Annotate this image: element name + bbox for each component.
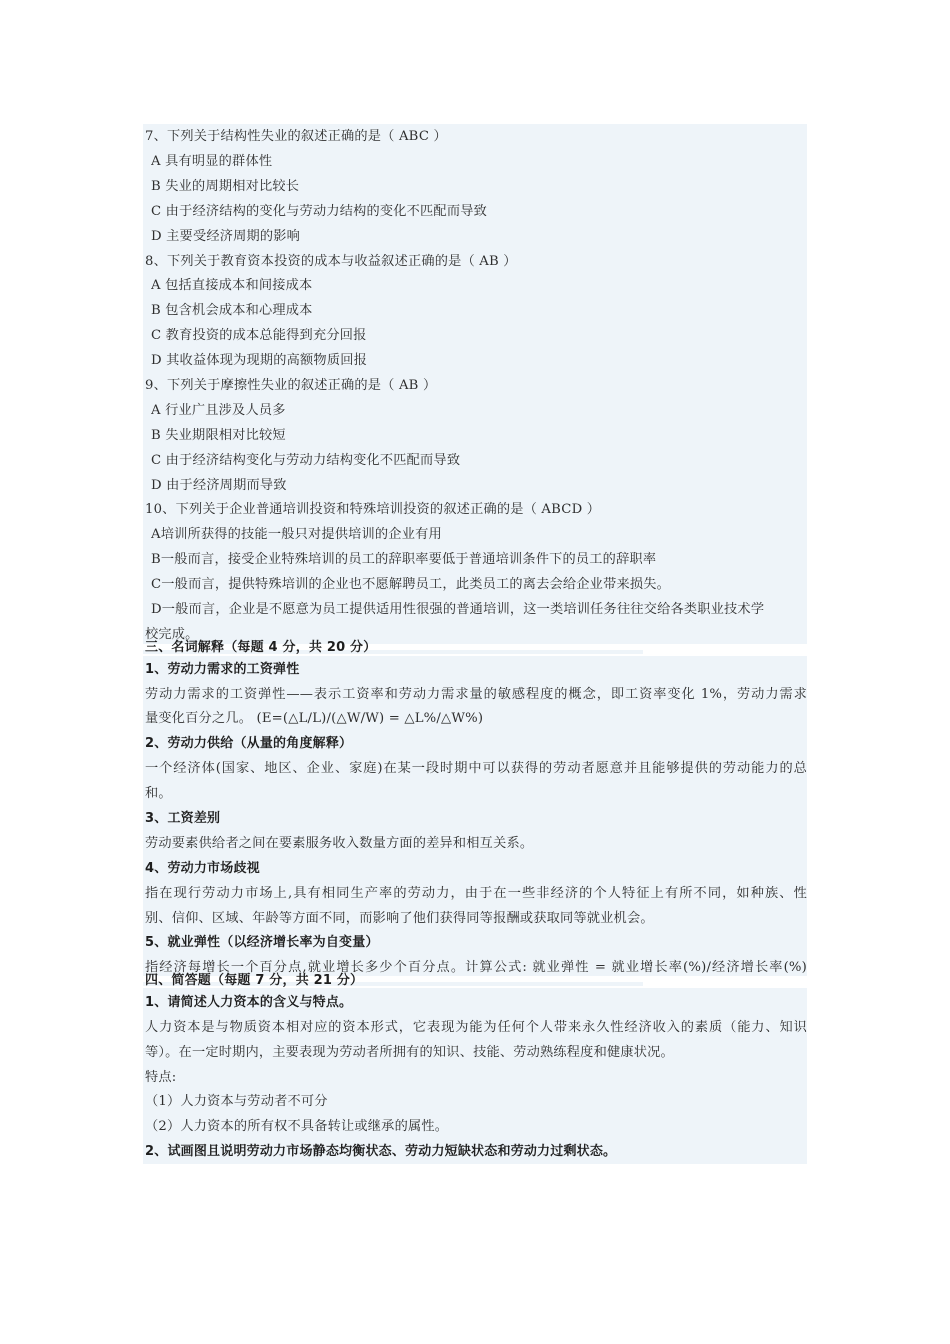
short-answer-1-question: 1、请简述人力资本的含义与特点。 <box>145 995 353 1010</box>
short-answer-1-feature-1: （1）人力资本与劳动者不可分 <box>145 1094 328 1109</box>
question-9-option-a: A 行业广且涉及人员多 <box>151 403 286 418</box>
term-1-heading: 1、劳动力需求的工资弹性 <box>145 662 300 677</box>
question-8-option-d: D 其收益体现为现期的高额物质回报 <box>151 353 367 368</box>
term-1-definition-line-1: 劳动力需求的工资弹性——表示工资率和劳动力需求量的敏感程度的概念，即工资率变化 1%，劳动力需求 <box>145 687 807 702</box>
question-7: 7、下列关于结构性失业的叙述正确的是（ ABC ） <box>145 129 447 144</box>
term-2-heading: 2、劳动力供给（从量的角度解释） <box>145 736 353 751</box>
question-8: 8、下列关于教育资本投资的成本与收益叙述正确的是（ AB ） <box>145 254 517 269</box>
question-10-option-c: C一般而言，提供特殊培训的企业也不愿解聘员工，此类员工的离去会给企业带来损失。 <box>151 577 671 592</box>
question-9-option-b: B 失业期限相对比较短 <box>151 428 286 443</box>
question-10-option-b: B一般而言，接受企业特殊培训的员工的辞职率要低于普通培训条件下的员工的辞职率 <box>151 552 657 567</box>
term-1-definition-line-2: 量变化百分之几。 (E=(△L/L)/(△W/W) = △L%/△W%) <box>145 711 484 726</box>
short-answer-1-line-2: 等）。在一定时期内，主要表现为劳动者所拥有的知识、技能、劳动熟练程度和健康状况。 <box>145 1045 674 1060</box>
question-7-option-c: C 由于经济结构的变化与劳动力结构的变化不匹配而导致 <box>151 204 487 219</box>
section4-title: 四、简答题（每题 7 分，共 21 分） <box>145 973 364 988</box>
question-9-option-d: D 由于经济周期而导致 <box>151 478 287 493</box>
question-10-option-d: D一般而言，企业是不愿意为员工提供适用性很强的普通培训，这一类培训任务往往交给各类职业技术学 <box>151 602 765 617</box>
short-answer-2-question: 2、试画图且说明劳动力市场静态均衡状态、劳动力短缺状态和劳动力过剩状态。 <box>145 1144 617 1159</box>
question-8-option-a: A 包括直接成本和间接成本 <box>151 278 313 293</box>
question-9-option-c: C 由于经济结构变化与劳动力结构变化不匹配而导致 <box>151 453 461 468</box>
question-9: 9、下列关于摩擦性失业的叙述正确的是（ AB ） <box>145 378 437 393</box>
question-7-option-d: D 主要受经济周期的影响 <box>151 229 301 244</box>
term-2-definition-line-1: 一个经济体(国家、地区、企业、家庭)在某一段时期中可以获得的劳动者愿意并且能够提供的劳动能力的总 <box>145 761 807 776</box>
term-4-heading: 4、劳动力市场歧视 <box>145 861 260 876</box>
question-7-option-a: A 具有明显的群体性 <box>151 154 273 169</box>
question-7-option-b: B 失业的周期相对比较长 <box>151 179 300 194</box>
term-4-definition-line-1: 指在现行劳动力市场上,具有相同生产率的劳动力，由于在一些非经济的个人特征上有所不同，如种族、性 <box>145 886 807 901</box>
question-10-option-a: A培训所获得的技能一般只对提供培训的企业有用 <box>151 527 442 542</box>
term-5-heading: 5、就业弹性（以经济增长率为自变量） <box>145 935 379 950</box>
short-answer-1-line-1: 人力资本是与物质资本相对应的资本形式，它表现为能为任何个人带来永久性经济收入的素质（能力、知识 <box>145 1020 807 1035</box>
term-2-definition-line-2: 和。 <box>145 786 172 801</box>
question-8-option-c: C 教育投资的成本总能得到充分回报 <box>151 328 367 343</box>
short-answer-1-features-label: 特点: <box>145 1070 177 1085</box>
term-3-definition: 劳动要素供给者之间在要素服务收入数量方面的差异和相互关系。 <box>145 836 534 851</box>
term-5-definition: 指经济每增长一个百分点,就业增长多少个百分点。计算公式: 就业弹性 = 就业增长率(%)/经济增长率(%) <box>145 960 807 975</box>
question-10-option-d-continued: 校完成。 <box>145 627 199 642</box>
question-8-option-b: B 包含机会成本和心理成本 <box>151 303 313 318</box>
question-10: 10、下列关于企业普通培训投资和特殊培训投资的叙述正确的是（ ABCD ） <box>145 502 601 517</box>
term-3-heading: 3、工资差别 <box>145 811 221 826</box>
section3-title: 三、名词解释（每题 4 分，共 20 分） <box>145 640 377 655</box>
short-answer-1-feature-2: （2）人力资本的所有权不具备转让或继承的属性。 <box>145 1119 449 1134</box>
term-4-definition-line-2: 别、信仰、区域、年龄等方面不同，而影响了他们获得同等报酬或获取同等就业机会。 <box>145 911 654 926</box>
